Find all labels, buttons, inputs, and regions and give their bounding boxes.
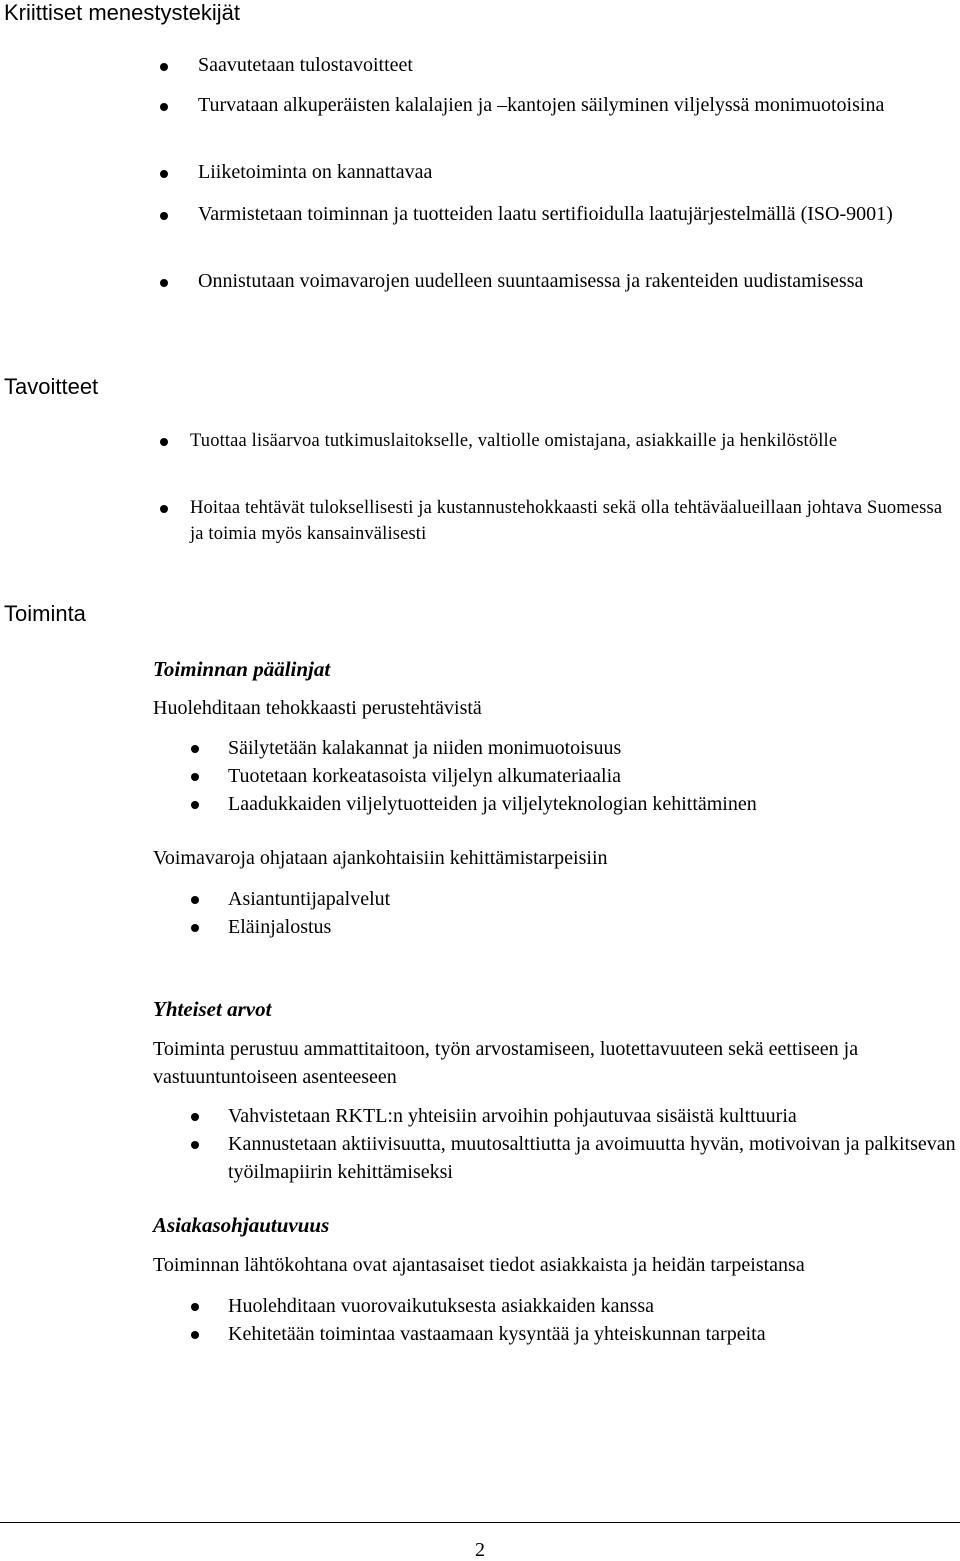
list-item: Huolehditaan vuorovaikutuksesta asiakkaiden kanssa <box>228 1292 960 1320</box>
subheading-customer-orientation: Asiakasohjautuvuus <box>153 1213 330 1237</box>
list-item: Saavutetaan tulostavoitteet <box>198 52 958 79</box>
resources-intro-text: Voimavaroja ohjataan ajankohtaisiin kehittämistarpeisiin <box>153 847 608 869</box>
list-item: Tuotetaan korkeatasoista viljelyn alkumateriaalia <box>228 762 960 790</box>
bullet-icon <box>160 438 168 446</box>
list-item: Kannustetaan aktiivisuutta, muutosalttiutta ja avoimuutta hyvän, motivoivan ja palkitsevan työilmapiirin kehittämiseksi <box>228 1130 958 1186</box>
bullet-icon <box>191 896 199 904</box>
page-number: 2 <box>475 1539 485 1561</box>
footer-divider <box>0 1522 960 1523</box>
bullet-icon <box>160 103 168 111</box>
list-item: Vahvistetaan RKTL:n yhteisiin arvoihin pohjautuvaa sisäistä kulttuuria <box>228 1102 960 1130</box>
list-item: Asiantuntijapalvelut <box>228 885 960 913</box>
list-item: Hoitaa tehtävät tuloksellisesti ja kustannustehokkaasti sekä olla tehtäväalueillaan johtava Suomessa ja toimia myös kansainvälisesti <box>190 495 958 547</box>
bullet-icon <box>191 745 199 753</box>
list-item: Liiketoiminta on kannattavaa <box>198 159 958 186</box>
bullet-icon <box>191 1303 199 1311</box>
bullet-icon <box>191 924 199 932</box>
bullet-icon <box>191 1141 199 1149</box>
values-intro-text: Toiminta perustuu ammattitaitoon, työn arvostamiseen, luotettavuuteen sekä eettiseen ja vastuuntuntoiseen asenteeseen <box>153 1038 859 1088</box>
bullet-icon <box>191 1113 199 1121</box>
list-item: Tuottaa lisäarvoa tutkimuslaitokselle, valtiolle omistajana, asiakkaille ja henkilöstölle <box>190 428 958 454</box>
list-item: Turvataan alkuperäisten kalalajien ja –kantojen säilyminen viljelyssä monimuotoisina <box>198 92 958 119</box>
bullet-icon <box>160 279 168 287</box>
bullet-icon <box>160 212 168 220</box>
section-title-critical-success-factors: Kriittiset menestystekijät <box>4 0 240 25</box>
bullet-icon <box>191 801 199 809</box>
customer-intro-text: Toiminnan lähtökohtana ovat ajantasaiset tiedot asiakkaista ja heidän tarpeistansa <box>153 1254 805 1276</box>
bullet-icon <box>191 773 199 781</box>
bullet-icon <box>191 1331 199 1339</box>
section-title-operations: Toiminta <box>4 601 86 626</box>
bullet-icon <box>160 63 168 71</box>
list-item: Kehitetään toimintaa vastaamaan kysyntää ja yhteiskunnan tarpeita <box>228 1320 960 1348</box>
list-item: Eläinjalostus <box>228 913 960 941</box>
subheading-shared-values: Yhteiset arvot <box>153 997 272 1021</box>
section-title-goals: Tavoitteet <box>4 374 99 399</box>
subheading-main-lines: Toiminnan päälinjat <box>153 657 331 681</box>
intro-text: Huolehditaan tehokkaasti perustehtävistä <box>153 697 482 719</box>
list-item: Säilytetään kalakannat ja niiden monimuotoisuus <box>228 734 960 762</box>
bullet-icon <box>160 170 168 178</box>
list-item: Varmistetaan toiminnan ja tuotteiden laatu sertifioidulla laatujärjestelmällä (ISO-9001) <box>198 201 958 228</box>
list-item: Onnistutaan voimavarojen uudelleen suuntaamisessa ja rakenteiden uudistamisessa <box>198 268 958 295</box>
list-item: Laadukkaiden viljelytuotteiden ja viljelyteknologian kehittäminen <box>228 790 960 818</box>
bullet-icon <box>160 505 168 513</box>
